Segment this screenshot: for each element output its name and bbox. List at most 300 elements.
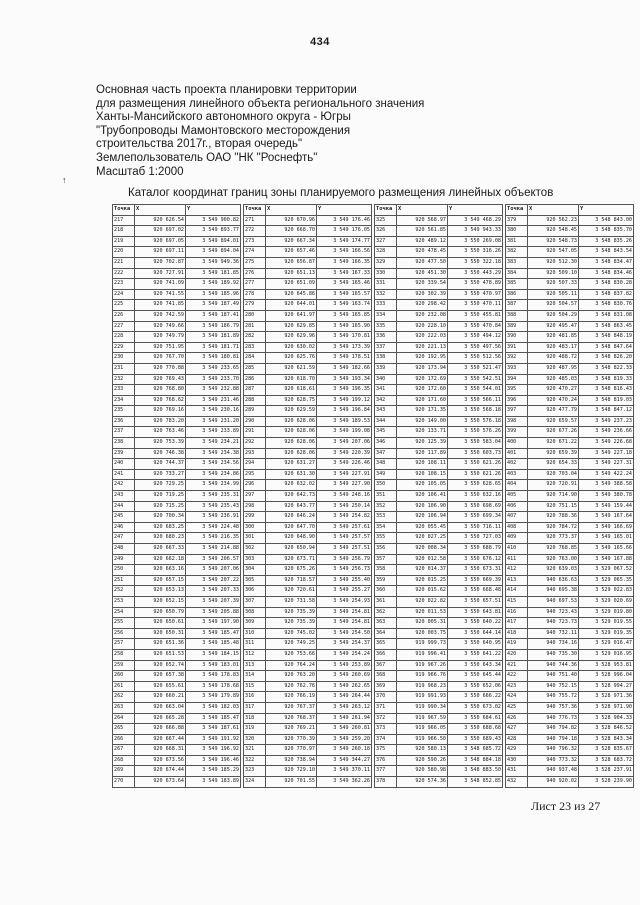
point-number: 332: [375, 289, 397, 300]
point-number: 302: [244, 544, 266, 555]
x-coordinate: 920 478.45: [397, 247, 448, 258]
point-number: 425: [506, 702, 528, 713]
point-number: 400: [506, 438, 528, 449]
x-coordinate: 920 673.56: [135, 755, 186, 766]
point-number: 240: [113, 459, 135, 470]
point-number: 422: [506, 671, 528, 682]
point-number: 357: [375, 554, 397, 565]
point-number: 285: [244, 363, 266, 374]
y-coordinate: 3 549 235.43: [186, 501, 241, 512]
table-row: [375, 639, 503, 650]
column-header-x: X: [528, 205, 579, 216]
x-coordinate: 940 732.11: [528, 628, 579, 639]
table-row: [506, 257, 634, 268]
point-number: 350: [375, 480, 397, 491]
x-coordinate: 920 485.03: [528, 374, 579, 385]
x-coordinate: 920 650.94: [266, 544, 317, 555]
table-row: [113, 660, 241, 671]
point-number: 230: [113, 353, 135, 364]
point-number: 362: [375, 607, 397, 618]
column-header-y: Y: [579, 205, 634, 216]
table-row: [506, 755, 634, 766]
table-row: [244, 247, 372, 258]
table-row: [113, 777, 241, 788]
table-row: [244, 724, 372, 735]
y-coordinate: 3 549 178.83: [186, 671, 241, 682]
y-coordinate: 3 529 016.47: [579, 639, 634, 650]
point-number: 341: [375, 385, 397, 396]
table-row: [244, 374, 372, 385]
table-row: [244, 544, 372, 555]
x-coordinate: 920 770.97: [266, 745, 317, 756]
y-coordinate: 3 549 165.90: [317, 321, 372, 332]
x-coordinate: 920 680.23: [135, 533, 186, 544]
x-coordinate: 920 652.15: [135, 596, 186, 607]
y-coordinate: 3 549 224.48: [186, 522, 241, 533]
y-coordinate: 3 548 685.72: [448, 745, 503, 756]
table-row: [244, 236, 372, 247]
table-row: [113, 692, 241, 703]
table-row: [506, 321, 634, 332]
y-coordinate: 3 549 259.20: [317, 734, 372, 745]
y-coordinate: 3 550 568.18: [448, 406, 503, 417]
x-coordinate: 940 734.16: [528, 639, 579, 650]
point-number: 297: [244, 491, 266, 502]
table-row: [113, 554, 241, 565]
y-coordinate: 3 549 207.33: [186, 586, 241, 597]
x-coordinate: 920 659.39: [528, 448, 579, 459]
point-number: 262: [113, 692, 135, 703]
table-row: [506, 226, 634, 237]
point-number: 283: [244, 342, 266, 353]
point-number: 279: [244, 300, 266, 311]
y-coordinate: 3 550 673.02: [448, 702, 503, 713]
table-row: [113, 310, 241, 321]
point-number: 274: [244, 247, 266, 258]
y-coordinate: 3 549 165.01: [579, 533, 634, 544]
point-number: 415: [506, 596, 528, 607]
point-number: 269: [113, 766, 135, 777]
x-coordinate: 920 652.74: [135, 660, 186, 671]
point-number: 414: [506, 586, 528, 597]
x-coordinate: 920 657.38: [135, 671, 186, 682]
y-coordinate: 3 549 255.40: [317, 575, 372, 586]
column-header-y: Y: [186, 205, 241, 216]
x-coordinate: 920 770.88: [135, 363, 186, 374]
table-row: [506, 734, 634, 745]
y-coordinate: 3 528 683.72: [579, 755, 634, 766]
point-number: 224: [113, 289, 135, 300]
x-coordinate: 920 683.25: [135, 522, 186, 533]
x-coordinate: 920 561.85: [397, 226, 448, 237]
x-coordinate: 920 651.13: [266, 268, 317, 279]
y-coordinate: 3 550 322.18: [448, 257, 503, 268]
point-number: 239: [113, 448, 135, 459]
x-coordinate: 940 751.40: [528, 671, 579, 682]
point-number: 252: [113, 586, 135, 597]
x-coordinate: 920 547.05: [528, 247, 579, 258]
table-row: [113, 681, 241, 692]
x-coordinate: 920 766.19: [266, 692, 317, 703]
y-coordinate: 3 549 166.35: [317, 257, 372, 268]
y-coordinate: 3 549 254.50: [317, 628, 372, 639]
point-number: 270: [113, 777, 135, 788]
point-number: 364: [375, 628, 397, 639]
point-number: 337: [375, 342, 397, 353]
table-row: [375, 522, 503, 533]
y-coordinate: 3 549 894.04: [186, 247, 241, 258]
point-number: 245: [113, 512, 135, 523]
table-row: [113, 374, 241, 385]
table-row: [113, 586, 241, 597]
point-number: 266: [113, 734, 135, 745]
table-row: [375, 681, 503, 692]
point-number: 229: [113, 342, 135, 353]
x-coordinate: 920 487.95: [528, 363, 579, 374]
x-coordinate: 919 968.23: [397, 681, 448, 692]
column-header-x: X: [397, 205, 448, 216]
point-number: 383: [506, 257, 528, 268]
x-coordinate: 920 671.22: [528, 438, 579, 449]
table-row: [375, 596, 503, 607]
x-coordinate: 920 562.23: [528, 215, 579, 226]
y-coordinate: 3 550 668.48: [448, 586, 503, 597]
y-coordinate: 3 550 666.22: [448, 692, 503, 703]
x-coordinate: 920 015.25: [397, 575, 448, 586]
y-coordinate: 3 549 166.69: [579, 522, 634, 533]
point-number: 430: [506, 755, 528, 766]
x-coordinate: 920 509.10: [528, 268, 579, 279]
y-coordinate: 3 549 187.49: [186, 300, 241, 311]
y-coordinate: 3 549 207.06: [317, 438, 372, 449]
table-row: [113, 385, 241, 396]
point-number: 374: [375, 734, 397, 745]
x-coordinate: 920 670.96: [266, 215, 317, 226]
point-number: 294: [244, 459, 266, 470]
point-number: 402: [506, 459, 528, 470]
point-number: 406: [506, 501, 528, 512]
y-coordinate: 3 549 260.69: [317, 671, 372, 682]
table-row: [113, 395, 241, 406]
table-row: [113, 257, 241, 268]
point-number: 300: [244, 522, 266, 533]
x-coordinate: 920 172.69: [397, 374, 448, 385]
point-number: 416: [506, 607, 528, 618]
point-number: 218: [113, 226, 135, 237]
table-row: [375, 544, 503, 555]
table-row: [244, 416, 372, 427]
point-number: 292: [244, 438, 266, 449]
x-coordinate: 920 631.27: [266, 459, 317, 470]
point-number: 423: [506, 681, 528, 692]
x-coordinate: 920 580.13: [397, 745, 448, 756]
table-row: [375, 438, 503, 449]
table-row: [506, 618, 634, 629]
y-coordinate: 3 550 689.43: [448, 734, 503, 745]
y-coordinate: 3 549 220.39: [317, 448, 372, 459]
x-coordinate: 920 125.39: [397, 438, 448, 449]
table-row: [244, 692, 372, 703]
point-number: 271: [244, 215, 266, 226]
y-coordinate: 3 529 016.95: [579, 649, 634, 660]
x-coordinate: 920 339.54: [397, 279, 448, 290]
x-coordinate: 920 729.25: [135, 480, 186, 491]
x-coordinate: 920 697.02: [135, 226, 186, 237]
y-coordinate: 3 548 834.46: [579, 268, 634, 279]
y-coordinate: 3 549 254.24: [317, 649, 372, 660]
table-row: [506, 385, 634, 396]
y-coordinate: 3 549 166.56: [317, 247, 372, 258]
point-number: 395: [506, 385, 528, 396]
y-coordinate: 3 529 020.69: [579, 596, 634, 607]
point-number: 295: [244, 469, 266, 480]
y-coordinate: 3 549 179.89: [186, 692, 241, 703]
y-coordinate: 3 550 698.69: [448, 501, 503, 512]
y-coordinate: 3 529 022.83: [579, 586, 634, 597]
x-coordinate: 920 665.28: [135, 713, 186, 724]
point-number: 251: [113, 575, 135, 586]
y-coordinate: 3 549 261.94: [317, 713, 372, 724]
point-number: 427: [506, 724, 528, 735]
table-row: [113, 522, 241, 533]
x-coordinate: 920 631.30: [266, 469, 317, 480]
y-coordinate: 3 549 185.47: [186, 628, 241, 639]
x-coordinate: 920 768.85: [528, 544, 579, 555]
x-coordinate: 940 697.53: [528, 596, 579, 607]
x-coordinate: 920 700.34: [135, 512, 186, 523]
table-row: [113, 565, 241, 576]
y-coordinate: 3 550 640.95: [448, 639, 503, 650]
point-number: 303: [244, 554, 266, 565]
x-coordinate: 920 674.44: [135, 766, 186, 777]
y-coordinate: 3 550 542.51: [448, 374, 503, 385]
x-coordinate: 920 232.08: [397, 310, 448, 321]
x-coordinate: 919 990.34: [397, 702, 448, 713]
point-number: 326: [375, 226, 397, 237]
point-number: 311: [244, 639, 266, 650]
x-coordinate: 940 735.30: [528, 649, 579, 660]
x-coordinate: 920 105.05: [397, 480, 448, 491]
y-coordinate: 3 549 191.92: [186, 734, 241, 745]
y-coordinate: 3 549 185.96: [186, 289, 241, 300]
table-row: [113, 544, 241, 555]
table-row: [506, 448, 634, 459]
x-coordinate: 920 769.43: [135, 374, 186, 385]
table-row: [375, 512, 503, 523]
x-coordinate: 920 656.87: [266, 257, 317, 268]
point-number: 354: [375, 522, 397, 533]
table-row: [375, 649, 503, 660]
table-row: [506, 607, 634, 618]
point-number: 260: [113, 671, 135, 682]
y-coordinate: 3 550 699.34: [448, 512, 503, 523]
table-header-row: [375, 205, 503, 216]
table-row: [244, 321, 372, 332]
x-coordinate: 920 697.11: [135, 247, 186, 258]
table-row: [506, 332, 634, 343]
point-number: 314: [244, 671, 266, 682]
y-coordinate: 3 548 847.12: [579, 406, 634, 417]
table-row: [506, 215, 634, 226]
x-coordinate: 920 629.59: [266, 406, 317, 417]
x-coordinate: 920 505.11: [528, 289, 579, 300]
table-row: [375, 607, 503, 618]
x-coordinate: 920 106.90: [397, 501, 448, 512]
x-coordinate: 920 489.12: [397, 236, 448, 247]
table-row: [244, 448, 372, 459]
y-coordinate: 3 548 843.00: [579, 215, 634, 226]
y-coordinate: 3 548 837.82: [579, 289, 634, 300]
point-number: 247: [113, 533, 135, 544]
x-coordinate: 920 629.85: [266, 321, 317, 332]
point-number: 407: [506, 512, 528, 523]
x-coordinate: 920 662.18: [135, 554, 186, 565]
x-coordinate: 919 966.76: [397, 671, 448, 682]
y-coordinate: 3 550 512.56: [448, 353, 503, 364]
table-row: [506, 586, 634, 597]
table-row: [244, 734, 372, 745]
y-coordinate: 3 548 863.45: [579, 321, 634, 332]
y-coordinate: 3 548 831.08: [579, 310, 634, 321]
point-number: 220: [113, 247, 135, 258]
table-row: [113, 438, 241, 449]
table-row: [244, 395, 372, 406]
point-number: 329: [375, 257, 397, 268]
table-row: [506, 491, 634, 502]
x-coordinate: 920 701.55: [266, 777, 317, 788]
point-number: 366: [375, 649, 397, 660]
table-row: [113, 745, 241, 756]
y-coordinate: 3 549 248.16: [317, 491, 372, 502]
point-number: 263: [113, 702, 135, 713]
point-number: 384: [506, 268, 528, 279]
y-coordinate: 3 549 178.51: [317, 353, 372, 364]
y-coordinate: 3 548 826.20: [579, 353, 634, 364]
table-row: [375, 363, 503, 374]
point-number: 309: [244, 618, 266, 629]
point-number: 286: [244, 374, 266, 385]
header-line: Масштаб 1:2000: [96, 165, 184, 178]
x-coordinate: 920 720.91: [528, 480, 579, 491]
y-coordinate: 3 550 544.01: [448, 385, 503, 396]
point-number: 410: [506, 544, 528, 555]
x-coordinate: 920 629.96: [266, 332, 317, 343]
x-coordinate: 920 504.29: [528, 310, 579, 321]
x-coordinate: 920 666.88: [135, 724, 186, 735]
table-row: [506, 522, 634, 533]
y-coordinate: 3 549 180.81: [186, 353, 241, 364]
table-row: [113, 501, 241, 512]
x-coordinate: 920 749.79: [135, 332, 186, 343]
y-coordinate: 3 549 227.18: [579, 448, 634, 459]
x-coordinate: 920 741.55: [135, 289, 186, 300]
y-coordinate: 3 549 182.66: [317, 363, 372, 374]
y-coordinate: 3 550 644.14: [448, 628, 503, 639]
table-row: [113, 533, 241, 544]
y-coordinate: 3 549 344.27: [317, 755, 372, 766]
table-row: [506, 438, 634, 449]
point-number: 310: [244, 628, 266, 639]
table-row: [113, 724, 241, 735]
x-coordinate: 920 650.31: [135, 628, 186, 639]
y-coordinate: 3 528 996.04: [579, 671, 634, 682]
x-coordinate: 920 011.53: [397, 607, 448, 618]
x-coordinate: 920 222.03: [397, 332, 448, 343]
point-number: 257: [113, 639, 135, 650]
x-coordinate: 920 648.90: [266, 533, 317, 544]
x-coordinate: 920 504.57: [528, 300, 579, 311]
x-coordinate: 920 171.60: [397, 395, 448, 406]
x-coordinate: 920 628.06: [266, 427, 317, 438]
table-row: [113, 416, 241, 427]
x-coordinate: 920 660.21: [135, 692, 186, 703]
point-number: 268: [113, 755, 135, 766]
point-number: 346: [375, 438, 397, 449]
x-coordinate: 920 768.80: [135, 385, 186, 396]
x-coordinate: 919 996.41: [397, 649, 448, 660]
point-number: 246: [113, 522, 135, 533]
point-number: 222: [113, 268, 135, 279]
x-coordinate: 920 477.50: [397, 257, 448, 268]
point-number: 255: [113, 618, 135, 629]
x-coordinate: 940 937.48: [528, 766, 579, 777]
y-coordinate: 3 549 167.88: [579, 554, 634, 565]
table-row: [113, 247, 241, 258]
point-number: 344: [375, 416, 397, 427]
table-row: [375, 766, 503, 777]
point-number: 411: [506, 554, 528, 565]
point-number: 235: [113, 406, 135, 417]
point-number: 420: [506, 649, 528, 660]
table-row: [506, 671, 634, 682]
table-row: [375, 724, 503, 735]
x-coordinate: 920 677.26: [528, 427, 579, 438]
x-coordinate: 919 966.50: [397, 734, 448, 745]
x-coordinate: 920 762.76: [266, 681, 317, 692]
point-number: 267: [113, 745, 135, 756]
x-coordinate: 920 653.13: [135, 586, 186, 597]
table-row: [375, 448, 503, 459]
y-coordinate: 3 549 227.90: [317, 480, 372, 491]
coordinate-table: [243, 204, 372, 788]
y-coordinate: 3 548 822.33: [579, 363, 634, 374]
point-number: 316: [244, 692, 266, 703]
table-row: [244, 554, 372, 565]
table-row: [244, 618, 372, 629]
y-coordinate: 3 549 231.46: [186, 395, 241, 406]
point-number: 237: [113, 427, 135, 438]
x-coordinate: 920 668.31: [135, 745, 186, 756]
coordinate-table: [112, 204, 241, 788]
y-coordinate: 3 549 205.88: [186, 607, 241, 618]
table-row: [506, 702, 634, 713]
table-row: [375, 395, 503, 406]
table-row: [244, 268, 372, 279]
table-row: [506, 268, 634, 279]
x-coordinate: 920 768.62: [135, 395, 186, 406]
y-coordinate: 3 549 176.46: [317, 215, 372, 226]
y-coordinate: 3 549 187.61: [186, 724, 241, 735]
table-row: [113, 713, 241, 724]
margin-mark: ↑: [62, 175, 67, 185]
y-coordinate: 3 549 173.39: [317, 342, 372, 353]
x-coordinate: 920 745.02: [266, 628, 317, 639]
x-coordinate: 940 920.02: [528, 777, 579, 788]
table-row: [244, 385, 372, 396]
y-coordinate: 3 550 470.84: [448, 321, 503, 332]
y-coordinate: 3 529 019.55: [579, 618, 634, 629]
point-number: 397: [506, 406, 528, 417]
